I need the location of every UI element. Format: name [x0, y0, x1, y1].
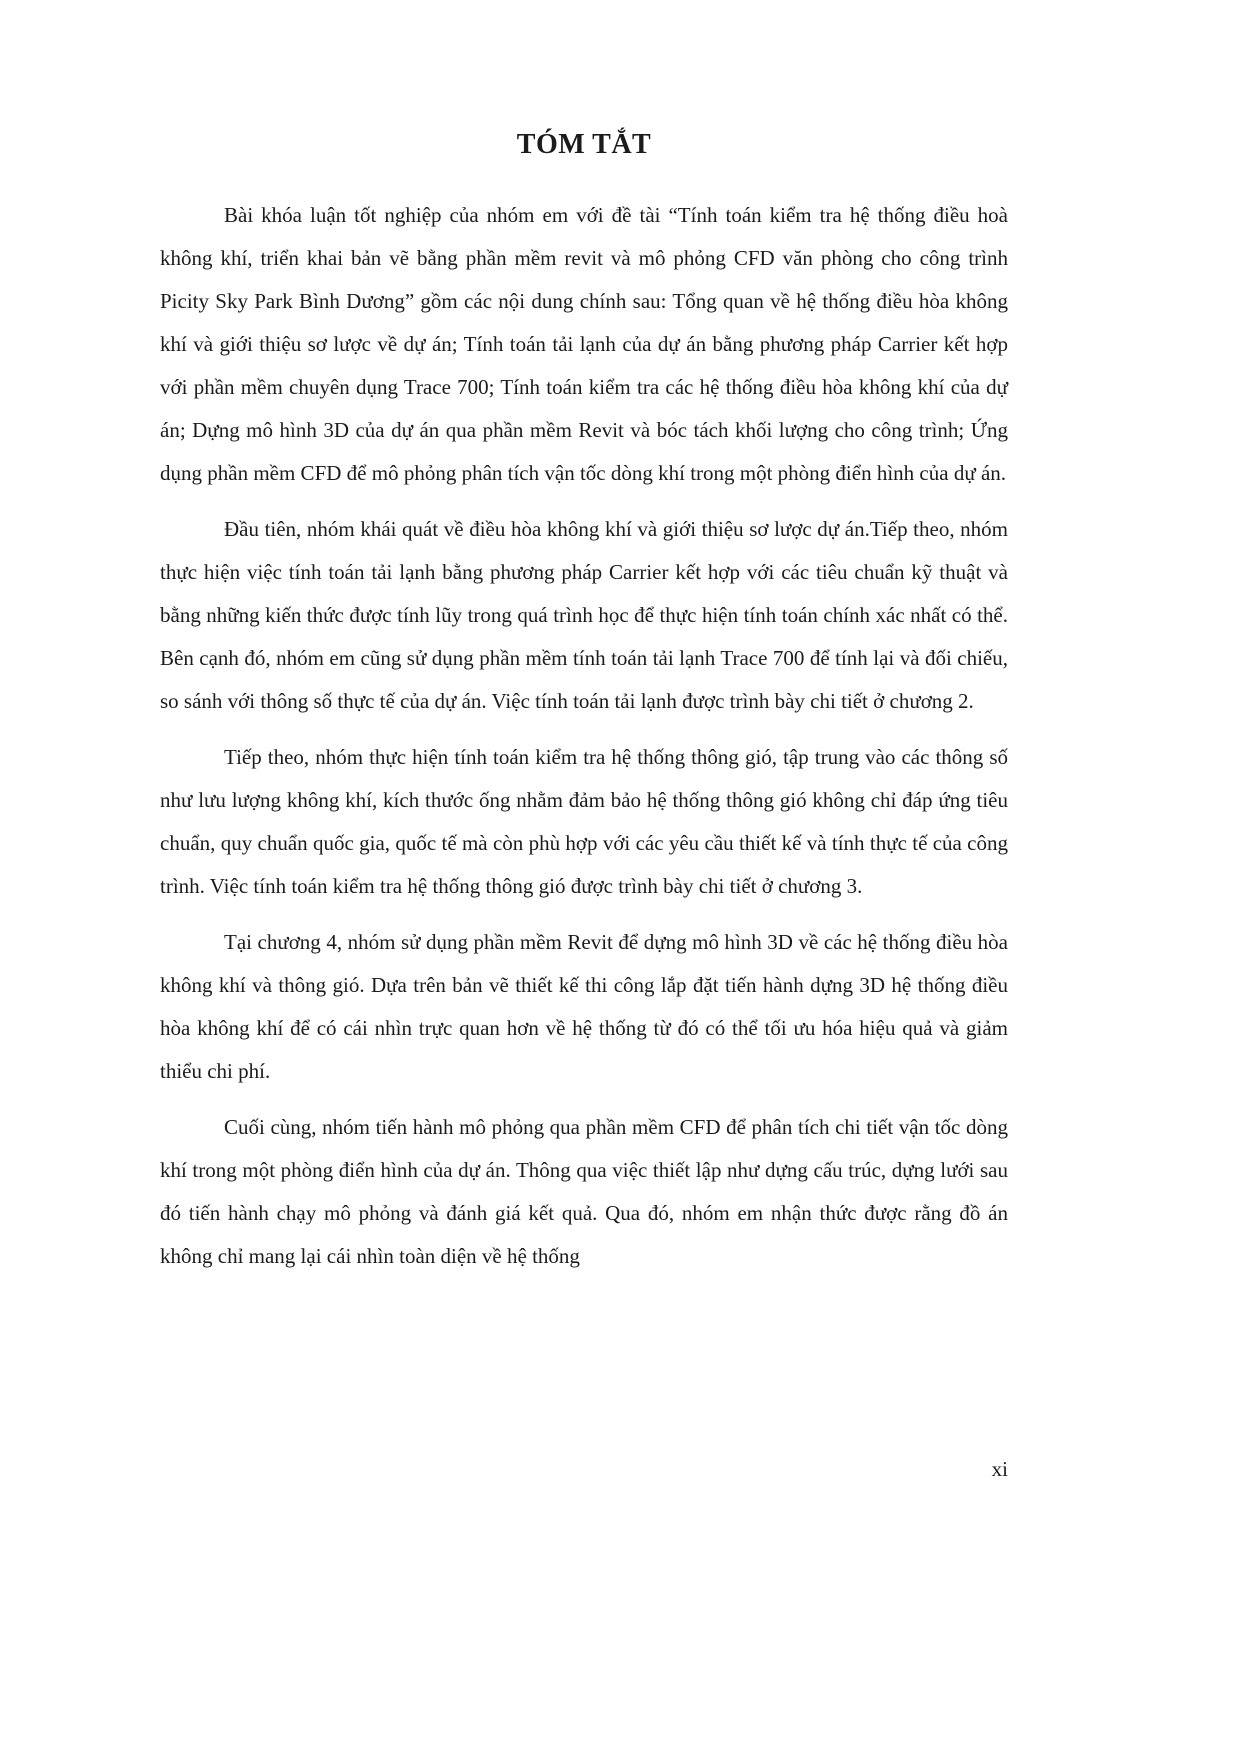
page-number: xi — [991, 1457, 1008, 1481]
page-title: TÓM TẮT — [516, 129, 652, 160]
text-block — [160, 128, 1008, 1291]
paragraph-1: Bài khóa luận tốt nghiệp của nhóm em với đề tài “Tính toán kiểm tra hệ thống điều hoà không khí, triển khai bản vẽ bằng phần mềm revit và mô phỏng CFD văn phòng cho công trình Picity Sky Park Bình Dương” gồm các nội dung chính sau: Tổng quan về hệ thống điều hòa không khí và giới thiệu sơ lược về dự án; Tính toán tải lạnh của dự án bằng phương pháp Carrier kết hợp với phần mềm chuyên dụng Trace 700; Tính toán kiểm tra các hệ thống điều hòa không khí của dự án; Dựng mô hình 3D của dự án qua phần mềm Revit và bóc tách khối lượng cho công trình; Ứng dụng phần mềm CFD để mô phỏng phân tích vận tốc dòng khí trong một phòng điển hình của dự án. — [160, 203, 1008, 485]
paragraph-5: Cuối cùng, nhóm tiến hành mô phỏng qua phần mềm CFD để phân tích chi tiết vận tốc dòng khí trong một phòng điển hình của dự án. Thông qua việc thiết lập như dựng cấu trúc, dựng lưới sau đó tiến hành chạy mô phỏng và đánh giá kết quả. Qua đó, nhóm em nhận thức được rằng đồ án không chỉ mang lại cái nhìn toàn diện về hệ thống — [160, 1115, 1008, 1268]
paragraph-2: Đầu tiên, nhóm khái quát về điều hòa không khí và giới thiệu sơ lược dự án.Tiếp theo, nhóm thực hiện việc tính toán tải lạnh bằng phương pháp Carrier kết hợp với các tiêu chuẩn kỹ thuật và bằng những kiến thức được tính lũy trong quá trình học để thực hiện tính toán chính xác nhất có thể. Bên cạnh đó, nhóm em cũng sử dụng phần mềm tính toán tải lạnh Trace 700 để tính lại và đối chiếu, so sánh với thông số thực tế của dự án. Việc tính toán tải lạnh được trình bày chi tiết ở chương 2. — [160, 517, 1008, 713]
paragraph-3: Tiếp theo, nhóm thực hiện tính toán kiểm tra hệ thống thông gió, tập trung vào các thông số như lưu lượng không khí, kích thước ống nhằm đảm bảo hệ thống thông gió không chỉ đáp ứng tiêu chuẩn, quy chuẩn quốc gia, quốc tế mà còn phù hợp với các yêu cầu thiết kế và tính thực tế của công trình. Việc tính toán kiểm tra hệ thống thông gió được trình bày chi tiết ở chương 3. — [160, 745, 1008, 898]
paragraph-4: Tại chương 4, nhóm sử dụng phần mềm Revit để dựng mô hình 3D về các hệ thống điều hòa không khí và thông gió. Dựa trên bản vẽ thiết kế thi công lắp đặt tiến hành dựng 3D hệ thống điều hòa không khí để có cái nhìn trực quan hơn về hệ thống từ đó có thể tối ưu hóa hiệu quả và giảm thiểu chi phí. — [160, 930, 1008, 1083]
